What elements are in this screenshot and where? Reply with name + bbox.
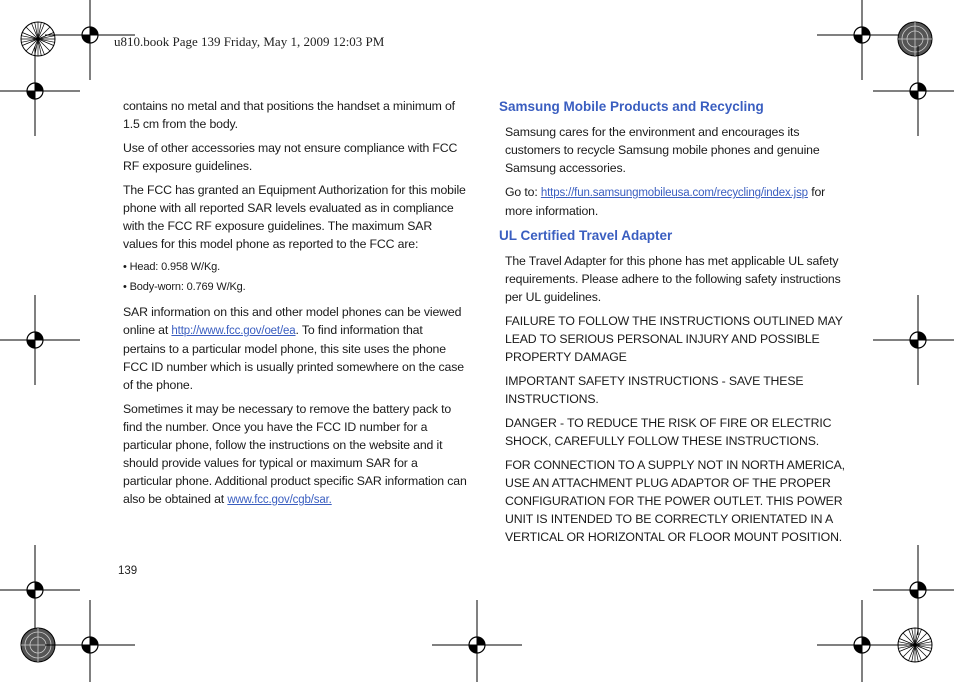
paragraph-sar-info <box>123 303 468 394</box>
paragraph: DANGER - TO REDUCE THE RISK OF FIRE OR ELECTRIC SHOCK, CAREFULLY FOLLOW THESE INSTRUCTIONS. <box>505 416 832 448</box>
paragraph-recycling-link <box>505 183 849 220</box>
sar-body-bullet: • Body-worn: 0.769 W/Kg. <box>123 281 246 293</box>
sar-head-bullet: • Head: 0.958 W/Kg. <box>123 261 220 273</box>
text: for more information. <box>505 185 826 218</box>
text: Go to: <box>505 185 541 199</box>
text: SAR information on this and other model phones can be viewed online at <box>123 305 462 337</box>
page-number: 139 <box>118 565 138 577</box>
paragraph-fcc-id <box>123 400 468 509</box>
text: Sometimes it may be necessary to remove the battery pack to find the number. Once you have the FCC ID number for a particular phone, follow the instructions on the website and it should provide values for typical or maximum SAR for a particular phone. Additional product specific SAR information can also be obtained at <box>123 402 467 506</box>
fcc-oet-link[interactable]: http://www.fcc.gov/oet/ea <box>171 325 296 337</box>
print-header: u810.book Page 139 Friday, May 1, 2009 12:03 PM <box>114 34 385 49</box>
paragraph: Use of other accessories may not ensure compliance with FCC RF exposure guidelines. <box>123 141 458 173</box>
text: . To find information that pertains to a particular model phone, this site uses the phone FCC ID number which is usually printed somewhere on the case of the phone. <box>123 323 464 392</box>
recycling-link[interactable]: https://fun.samsungmobileusa.com/recycling/index.jsp <box>540 187 808 199</box>
paragraph: IMPORTANT SAFETY INSTRUCTIONS - SAVE THESE INSTRUCTIONS. <box>505 374 804 406</box>
fcc-sar-link[interactable]: www.fcc.gov/cgb/sar. <box>227 494 332 506</box>
paragraph: FAILURE TO FOLLOW THE INSTRUCTIONS OUTLINED MAY LEAD TO SERIOUS PERSONAL INJURY AND POSSIBLE PROPERTY DAMAGE <box>505 314 843 364</box>
left-column <box>123 97 468 515</box>
section-heading-recycling: Samsung Mobile Products and Recycling <box>499 99 764 114</box>
section-heading-ul-adapter: UL Certified Travel Adapter <box>499 228 673 243</box>
paragraph: FOR CONNECTION TO A SUPPLY NOT IN NORTH AMERICA, USE AN ATTACHMENT PLUG ADAPTOR OF THE PROPER CONFIGURATION FOR THE POWER OUTLET. THIS POWER UNIT IS INTENDED TO BE CORRECTLY ORIENTATED IN A VERTICAL OR HORIZONTAL OR FLOOR MOUNT POSITION. <box>505 458 845 544</box>
paragraph: Samsung cares for the environment and encourages its customers to recycle Samsung mobile phones and genuine Samsung accessories. <box>505 125 820 175</box>
paragraph: The Travel Adapter for this phone has met applicable UL safety requirements. Please adhere to the following safety instructions per UL guidelines. <box>505 254 841 304</box>
right-column <box>499 97 849 552</box>
paragraph: contains no metal and that positions the handset a minimum of 1.5 cm from the body. <box>123 99 455 131</box>
paragraph: The FCC has granted an Equipment Authorization for this mobile phone with all reported SAR levels evaluated as in compliance with the FCC RF exposure guidelines. The maximum SAR values for this model phone as reported to the FCC are: <box>123 183 466 251</box>
